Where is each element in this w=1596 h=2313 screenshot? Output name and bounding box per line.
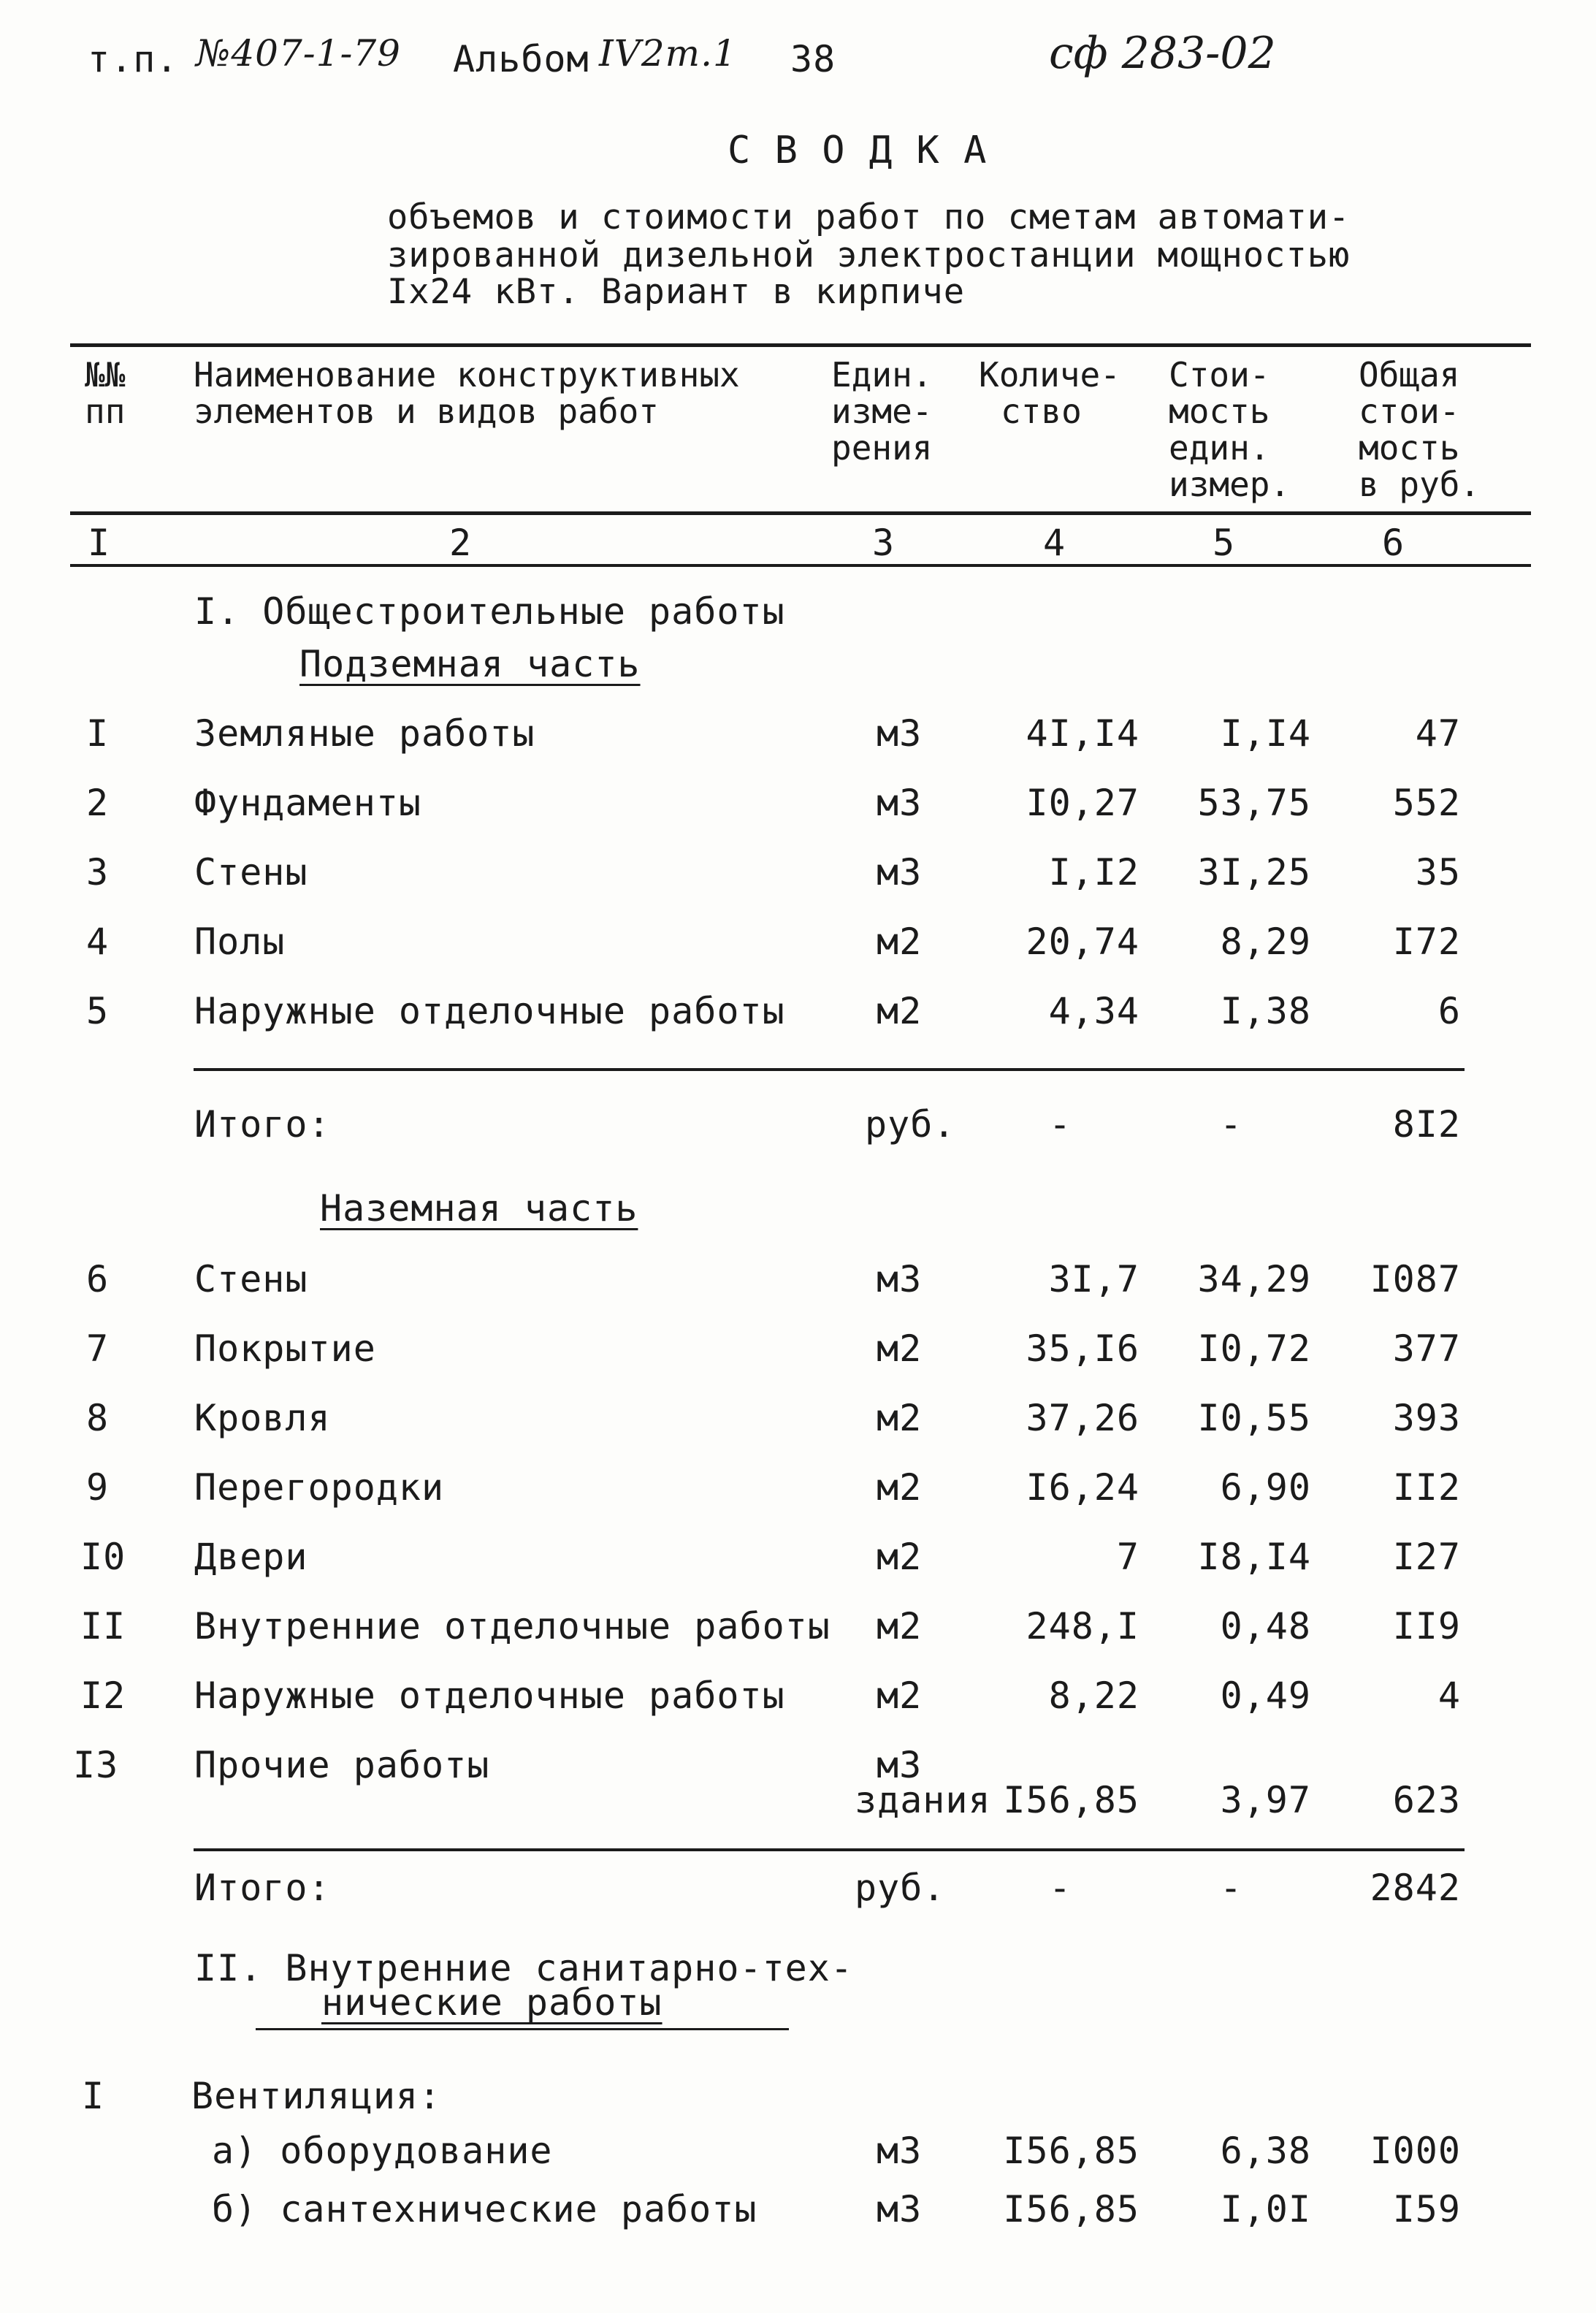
row-unit: м2 [877, 921, 923, 963]
row-name: Двери [194, 1536, 308, 1578]
row-name: Перегородки [194, 1466, 445, 1509]
row-unit: м3 [877, 782, 923, 824]
album-number: IV2т.1 [599, 32, 737, 75]
subsection-aboveground: Наземная часть [320, 1187, 638, 1230]
row-unit: м3 [877, 2130, 923, 2172]
row-qty: 7 [1116, 1536, 1139, 1578]
page-title: С В О Д К А [728, 129, 988, 172]
row-name: Стены [194, 851, 308, 893]
row-total: 552 [1392, 782, 1461, 824]
row-name: Внутренние отделочные работы [194, 1605, 831, 1647]
row-total: 6 [1437, 990, 1461, 1032]
row-total: II2 [1392, 1466, 1461, 1509]
row-no: II [80, 1605, 126, 1647]
row-price: 3,97 [1220, 1779, 1311, 1821]
subsection-underground: Подземная часть [299, 643, 641, 685]
row-total: 47 [1415, 712, 1461, 755]
row-price: I,38 [1220, 990, 1311, 1032]
row-qty: I0,27 [1026, 782, 1139, 824]
row-no: I2 [80, 1674, 126, 1717]
row-price: I,I4 [1220, 712, 1311, 755]
subtitle-line-2: зированной дизельной электростанции мощностью [387, 235, 1351, 275]
row-name: а) оборудование [212, 2130, 553, 2172]
column-number-1: I [88, 522, 111, 564]
row-unit: м2 [877, 1536, 923, 1578]
row-no: 3 [86, 851, 110, 893]
subtotal-qty: - [1049, 1103, 1072, 1146]
row-name: Полы [194, 921, 286, 963]
row-qty: I56,85 [1003, 2188, 1139, 2230]
row-unit-line-2: здания [855, 1779, 991, 1821]
column-number-4: 4 [1043, 522, 1066, 564]
row-qty: I6,24 [1026, 1466, 1139, 1509]
row-price: I0,72 [1197, 1327, 1311, 1370]
row-no: I3 [73, 1744, 119, 1786]
subtitle-line-1: объемов и стоимости работ по сметам автомати- [387, 197, 1351, 237]
row-unit: м2 [877, 1466, 923, 1509]
subtotal-total: 8I2 [1392, 1103, 1461, 1146]
row-name: Кровля [194, 1397, 331, 1439]
row-unit: м2 [877, 1605, 923, 1647]
row-unit: м3 [877, 2188, 923, 2230]
row-name: Стены [194, 1258, 308, 1300]
document-code: сф 283-02 [1049, 28, 1276, 79]
row-name: Земляные работы [194, 712, 535, 755]
section-2-title-underline [256, 2028, 789, 2030]
row-no: I [82, 2075, 105, 2117]
row-price: 53,75 [1197, 782, 1311, 824]
row-unit: м3 [877, 1744, 923, 1786]
row-no: 8 [86, 1397, 110, 1439]
row-unit: м3 [877, 1258, 923, 1300]
row-price: I,0I [1220, 2188, 1311, 2230]
project-prefix: т.п. [88, 38, 179, 80]
row-price: 8,29 [1220, 921, 1311, 963]
subtotal-price: - [1220, 1103, 1243, 1146]
row-total: I59 [1392, 2188, 1461, 2230]
header-col-unit: Един. изме- рения [831, 355, 933, 468]
row-total: 393 [1392, 1397, 1461, 1439]
row-unit: м2 [877, 1327, 923, 1370]
row-qty: 8,22 [1048, 1674, 1139, 1717]
row-price: 6,38 [1220, 2130, 1311, 2172]
column-number-6: 6 [1382, 522, 1405, 564]
section-2-title-line-1: II. Внутренние санитарно-тех- [194, 1947, 853, 1989]
subtotal-unit: руб. [865, 1103, 956, 1146]
header-col-number: №№ пп [85, 355, 126, 431]
row-qty: I56,85 [1003, 2130, 1139, 2172]
row-unit: м2 [877, 990, 923, 1032]
header-col-unit-price: Стои- мость един. измер. [1169, 355, 1291, 504]
row-price: 0,49 [1220, 1674, 1311, 1717]
row-total: 377 [1392, 1327, 1461, 1370]
column-number-2: 2 [449, 522, 473, 564]
subtotal-label: Итого: [194, 1103, 331, 1146]
row-total: 4 [1437, 1674, 1461, 1717]
column-number-3: 3 [872, 522, 896, 564]
row-no: 4 [86, 921, 110, 963]
project-number: №407-1-79 [196, 32, 401, 75]
row-qty: 37,26 [1026, 1397, 1139, 1439]
row-unit: м3 [877, 712, 923, 755]
row-name: Фундаменты [194, 782, 422, 824]
row-name: Наружные отделочные работы [194, 990, 785, 1032]
subtotal-total: 2842 [1370, 1867, 1461, 1909]
header-col-name: Наименование конструктивных элементов и видов работ [194, 355, 740, 431]
row-qty: 4I,I4 [1026, 712, 1139, 755]
header-col-total: Общая стои- мость в руб. [1359, 355, 1481, 504]
row-name: Покрытие [194, 1327, 376, 1370]
row-qty: 20,74 [1026, 921, 1139, 963]
row-no: 9 [86, 1466, 110, 1509]
subtotal-unit: руб. [855, 1867, 946, 1909]
row-no: I0 [80, 1536, 126, 1578]
row-unit: м2 [877, 1674, 923, 1717]
row-no: I [86, 712, 110, 755]
subtotal-rule [194, 1848, 1465, 1851]
row-no: 2 [86, 782, 110, 824]
row-total: I087 [1370, 1258, 1461, 1300]
row-qty: 4,34 [1048, 990, 1139, 1032]
column-numbers-rule [70, 564, 1531, 567]
header-col-quantity: Количе- ство [979, 355, 1120, 431]
subtotal-price: - [1220, 1867, 1243, 1909]
row-price: 3I,25 [1197, 851, 1311, 893]
table-header-rule [70, 511, 1531, 515]
row-qty: 35,I6 [1026, 1327, 1139, 1370]
row-total: I72 [1392, 921, 1461, 963]
row-qty: 248,I [1026, 1605, 1139, 1647]
row-price: 0,48 [1220, 1605, 1311, 1647]
section-1-title-text: I. Общестроительные работы [194, 590, 785, 633]
subtotal-rule [194, 1068, 1465, 1071]
section-1-title [194, 590, 785, 633]
row-total: 35 [1415, 851, 1461, 893]
row-unit: м2 [877, 1397, 923, 1439]
row-name: Вентиляция: [191, 2075, 442, 2117]
row-qty: 3I,7 [1048, 1258, 1139, 1300]
album-label: Альбом [453, 38, 589, 80]
subtotal-label: Итого: [194, 1867, 331, 1909]
row-price: 34,29 [1197, 1258, 1311, 1300]
row-no: 5 [86, 990, 110, 1032]
subtotal-qty: - [1049, 1867, 1072, 1909]
column-number-5: 5 [1213, 522, 1236, 564]
table-top-rule [70, 343, 1531, 347]
row-total: I000 [1370, 2130, 1461, 2172]
row-price: I0,55 [1197, 1397, 1311, 1439]
row-qty: I,I2 [1048, 851, 1139, 893]
row-unit: м3 [877, 851, 923, 893]
row-total: II9 [1392, 1605, 1461, 1647]
row-price: I8,I4 [1197, 1536, 1311, 1578]
subtitle-line-3: Iх24 кВт. Вариант в кирпиче [387, 272, 966, 312]
row-name: б) сантехнические работы [212, 2188, 757, 2230]
page-number: 38 [790, 38, 836, 80]
row-price: 6,90 [1220, 1466, 1311, 1509]
row-qty: I56,85 [1003, 1779, 1139, 1821]
row-total: 623 [1392, 1779, 1461, 1821]
row-no: 6 [86, 1258, 110, 1300]
section-2-title-line-2: нические работы [321, 1981, 663, 2024]
row-name: Наружные отделочные работы [194, 1674, 785, 1717]
row-name: Прочие работы [194, 1744, 490, 1786]
row-total: I27 [1392, 1536, 1461, 1578]
row-no: 7 [86, 1327, 110, 1370]
